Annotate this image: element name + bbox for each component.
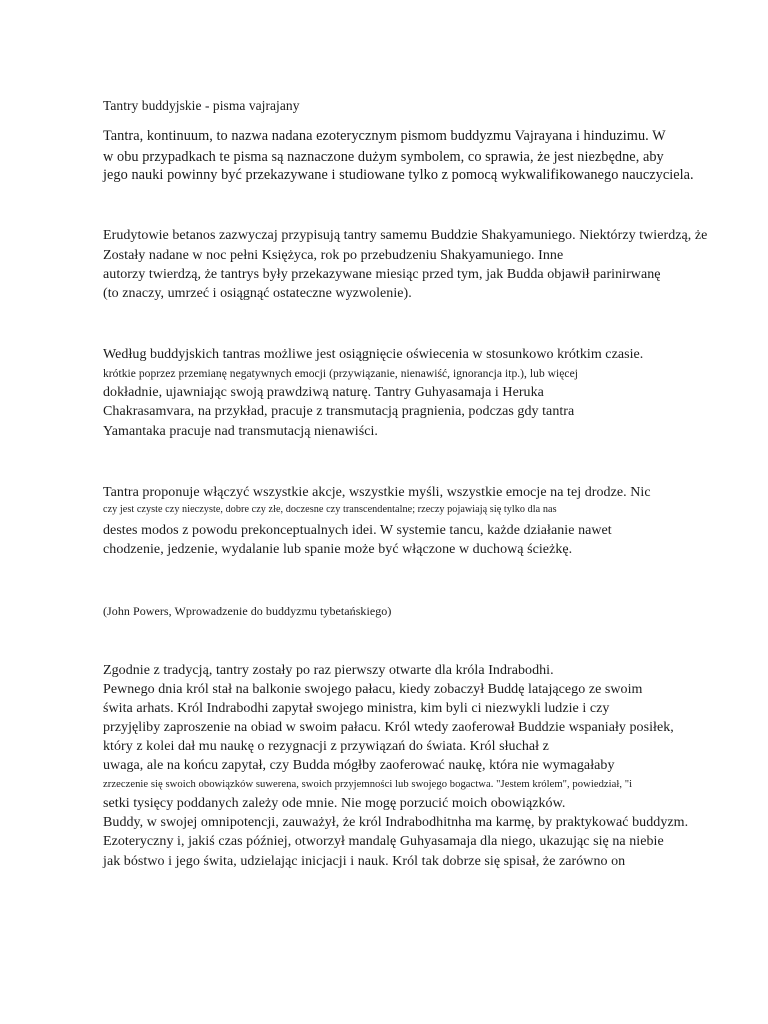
paragraph-6-line-8: setki tysięcy poddanych zależy ode mnie. Nie mogę porzucić moich obowiązków.: [103, 796, 566, 811]
paragraph-4-line-3: destes modos z powodu prekonceptualnych idei. W systemie tancu, każde działanie nawet: [103, 523, 612, 538]
paragraph-6-line-2: Pewnego dnia król stał na balkonie swojego pałacu, kiedy zobaczył Buddę latającego ze swoim: [103, 682, 643, 697]
paragraph-4-line-2: czy jest czyste czy nieczyste, dobre czy złe, doczesne czy transcendentalne; rzeczy pojawiają się tylko dla nas: [103, 504, 557, 515]
paragraph-6-line-7: zrzeczenie się swoich obowiązków suwerena, swoich przyjemności lub swojego bogactwa. "Jestem królem", powiedział, "i: [103, 779, 633, 790]
paragraph-6-line-1: Zgodnie z tradycją, tantry zostały po raz pierwszy otwarte dla króla Indrabodhi.: [103, 663, 554, 678]
paragraph-2-line-1: Erudytowie betanos zazwyczaj przypisują tantry samemu Buddzie Shakyamuniego. Niektórzy twierdzą, że: [103, 228, 708, 243]
paragraph-6-line-11: jak bóstwo i jego świta, udzielając inicjacji i nauk. Król tak dobrze się spisał, że zarówno on: [103, 854, 626, 869]
document-title: Tantry buddyjskie - pisma vajrajany: [103, 98, 300, 113]
paragraph-6-line-3: świta arhats. Król Indrabodhi zapytał swojego ministra, kim byli ci niezwykli ludzie i czy: [103, 701, 610, 716]
paragraph-3-line-4: Chakrasamvara, na przykład, pracuje z transmutacją pragnienia, podczas gdy tantra: [103, 404, 575, 419]
paragraph-6-line-9: Buddy, w swojej omnipotencji, zauważył, że król Indrabodhitnha ma karmę, by praktykować buddyzm.: [103, 815, 689, 830]
paragraph-2-line-3: autorzy twierdzą, że tantrys były przekazywane miesiąc przed tym, jak Budda objawił parinirwanę: [103, 267, 661, 282]
paragraph-1-line-3: jego nauki powinny być przekazywane i studiowane tylko z pomocą wykwalifikowanego nauczyciela.: [103, 167, 694, 183]
paragraph-2-line-2: Zostały nadane w noc pełni Księżyca, rok po przebudzeniu Shakyamuniego. Inne: [103, 248, 564, 263]
paragraph-3-line-3: dokładnie, ujawniając swoją prawdziwą naturę. Tantry Guhyasamaja i Heruka: [103, 385, 544, 400]
paragraph-4-line-1: Tantra proponuje włączyć wszystkie akcje, wszystkie myśli, wszystkie emocje na tej drodze. Nic: [103, 485, 651, 500]
paragraph-6-line-6: uwaga, ale na końcu zapytał, czy Budda mógłby zaoferować naukę, która nie wymagałaby: [103, 758, 615, 773]
paragraph-6-line-10: Ezoteryczny i, jakiś czas później, otworzył mandalę Guhyasamaja dla niego, ukazując się na niebie: [103, 834, 664, 849]
paragraph-3-line-2: krótkie poprzez przemianę negatywnych emocji (przywiązanie, nienawiść, ignorancja itp.), lub więcej: [103, 368, 578, 380]
paragraph-3-line-5: Yamantaka pracuje nad transmutacją nienawiści.: [103, 424, 378, 439]
paragraph-6-line-5: który z kolei dał mu naukę o rezygnacji z przywiązań do świata. Król słuchał z: [103, 739, 549, 754]
paragraph-1-line-1: Tantra, kontinuum, to nazwa nadana ezoterycznym pismom buddyzmu Vajrayana i hinduzimu. W: [103, 128, 666, 144]
citation: (John Powers, Wprowadzenie do buddyzmu tybetańskiego): [103, 604, 392, 618]
paragraph-2-line-4: (to znaczy, umrzeć i osiągnąć ostateczne wyzwolenie).: [103, 286, 412, 301]
paragraph-1-line-2: w obu przypadkach te pisma są naznaczone dużym symbolem, co sprawia, że jest niezbędne, aby: [103, 149, 664, 165]
paragraph-4-line-4: chodzenie, jedzenie, wydalanie lub spanie może być włączone w duchową ścieżkę.: [103, 542, 573, 557]
paragraph-3-line-1: Według buddyjskich tantras możliwe jest osiągnięcie oświecenia w stosunkowo krótkim czasie.: [103, 347, 644, 362]
paragraph-6-line-4: przyjęliby zaproszenie na obiad w swoim pałacu. Król wtedy zaoferował Buddzie wspaniały posiłek,: [103, 720, 674, 735]
